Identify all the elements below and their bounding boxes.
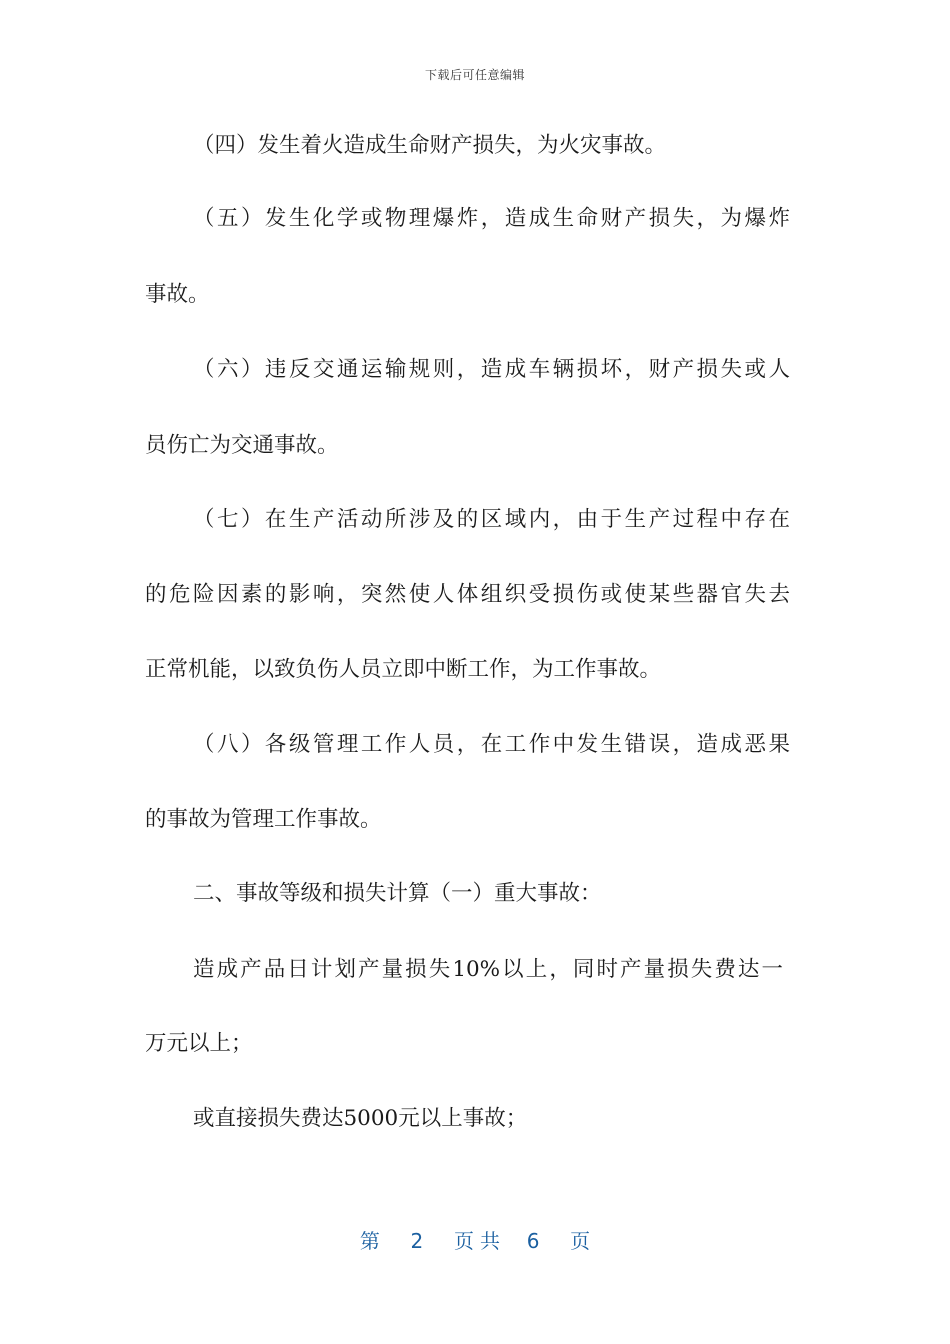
paragraph-line: （七）在生产活动所涉及的区域内，由于生产过程中存在 [193,507,790,532]
paragraph-line: 万元以上； [145,1031,253,1056]
paragraph-line: （八）各级管理工作人员，在工作中发生错误，造成恶果 [193,732,790,757]
paragraph-line: 员伤亡为交通事故。 [145,433,339,458]
paragraph-line: 事故。 [145,282,210,307]
paragraph-line: 二、事故等级和损失计算（一）重大事故： [193,881,602,906]
page-label-prefix: 第 [359,1229,380,1253]
paragraph-line: 造成产品日计划产量损失10%以上，同时产量损失费达一 [193,957,783,982]
page-label-middle: 页共 [454,1229,506,1253]
page-header: 下载后可任意编辑 [424,68,525,82]
paragraph-line: （六）违反交通运输规则，造成车辆损坏，财产损失或人 [193,357,790,382]
page-number-footer [0,1225,950,1254]
current-page-number: 2 [410,1229,424,1253]
paragraph-line: 的事故为管理工作事故。 [145,807,382,832]
paragraph-line: 的危险因素的影响，突然使人体组织受损伤或使某些器官失去 [145,582,790,607]
paragraph-line: 或直接损失费达5000元以上事故； [193,1106,528,1131]
total-pages-number: 6 [526,1229,540,1253]
paragraph-line: 正常机能，以致负伤人员立即中断工作，为工作事故。 [145,657,662,682]
paragraph-line: （四）发生着火造成生命财产损失，为火灾事故。 [193,133,667,158]
page-label-suffix: 页 [570,1229,591,1253]
paragraph-line: （五）发生化学或物理爆炸，造成生命财产损失，为爆炸 [193,206,790,231]
